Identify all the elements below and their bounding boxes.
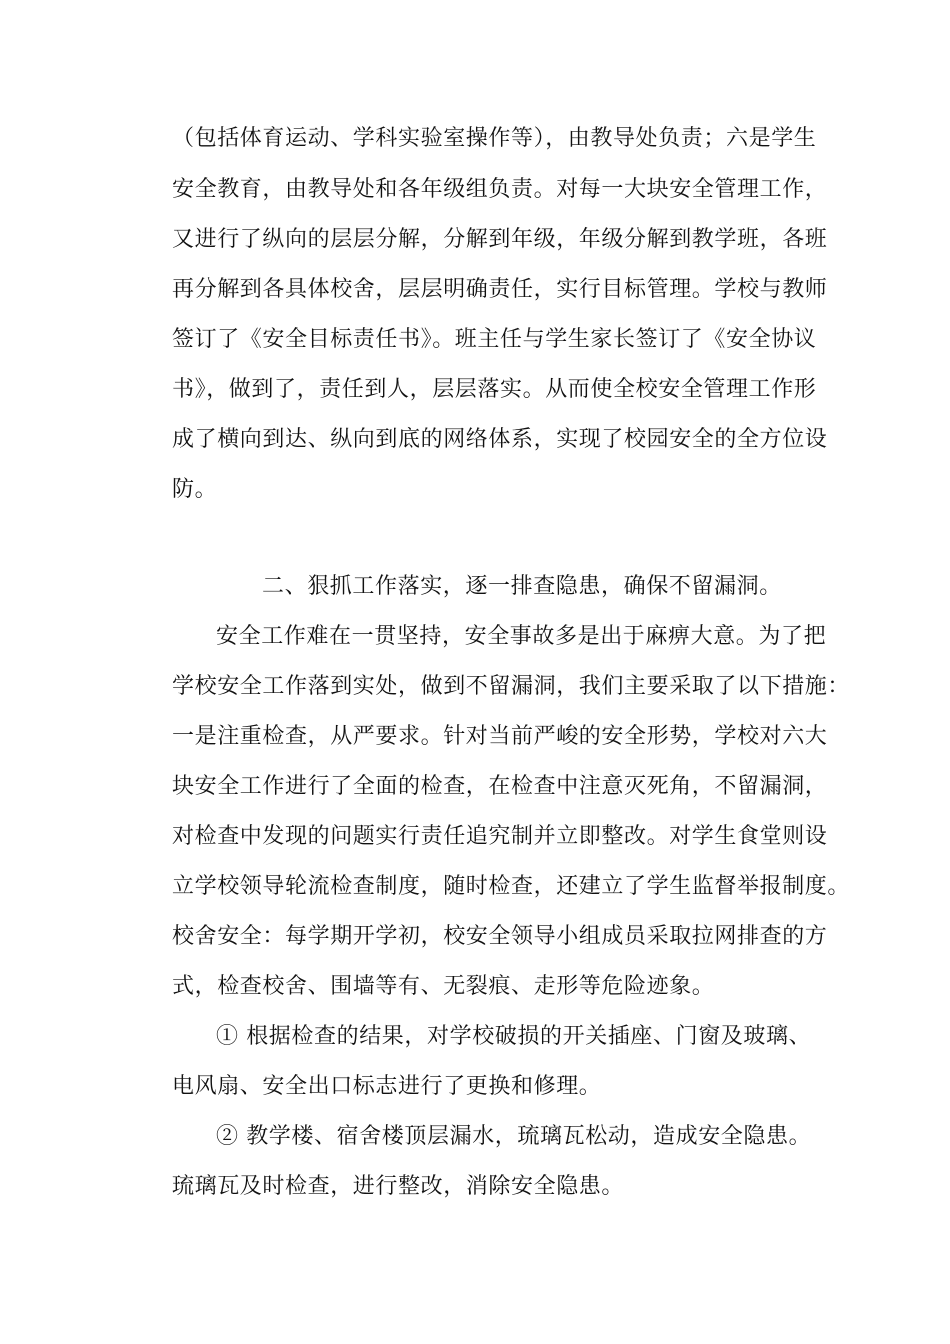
text-line: 又进行了纵向的层层分解，分解到年级，年级分解到教学班，各班 bbox=[172, 227, 828, 252]
text-line: 再分解到各具体校舍，层层明确责任，实行目标管理。学校与教师 bbox=[172, 277, 828, 302]
text-line: ① 根据检查的结果，对学校破损的开关插座、门窗及玻璃、 bbox=[216, 1024, 812, 1049]
text-line: 校舍安全：每学期开学初，校安全领导小组成员采取拉网排查的方 bbox=[172, 924, 828, 949]
text-line: ② 教学楼、宿舍楼顶层漏水，琉璃瓦松动，造成安全隐患。 bbox=[216, 1124, 812, 1149]
section-heading: 二、狠抓工作落实，逐一排查隐患，确保不留漏洞。 bbox=[262, 574, 782, 599]
text-line: 防。 bbox=[172, 477, 218, 502]
text-line: 安全教育，由教导处和各年级组负责。对每一大块安全管理工作， bbox=[172, 177, 828, 202]
text-line: 签订了《安全目标责任书》。班主任与学生家长签订了《安全协议 bbox=[172, 327, 817, 352]
text-line: 立学校领导轮流检查制度，随时检查，还建立了学生监督举报制度。 bbox=[172, 874, 851, 899]
text-line: 安全工作难在一贯坚持，安全事故多是出于麻痹大意。为了把 bbox=[216, 624, 827, 649]
text-line: 琉璃瓦及时检查，进行整改，消除安全隐患。 bbox=[172, 1174, 625, 1199]
text-line: 块安全工作进行了全面的检查，在检查中注意灭死角，不留漏洞， bbox=[172, 774, 828, 799]
text-line: 学校安全工作落到实处，做到不留漏洞，我们主要采取了以下措施： bbox=[172, 674, 851, 699]
text-line: 书》，做到了，责任到人，层层落实。从而使全校安全管理工作形 bbox=[172, 377, 817, 402]
text-line: （包括体育运动、学科实验室操作等），由教导处负责；六是学生 bbox=[172, 126, 817, 151]
text-line: 一是注重检查，从严要求。针对当前严峻的安全形势，学校对六大 bbox=[172, 724, 828, 749]
text-line: 成了横向到达、纵向到底的网络体系，实现了校园安全的全方位设 bbox=[172, 427, 828, 452]
text-line: 对检查中发现的问题实行责任追究制并立即整改。对学生食堂则设 bbox=[172, 824, 828, 849]
text-line: 电风扇、安全出口标志进行了更换和修理。 bbox=[172, 1074, 602, 1099]
text-line: 式，检查校舍、围墙等有、无裂痕、走形等危险迹象。 bbox=[172, 974, 715, 999]
